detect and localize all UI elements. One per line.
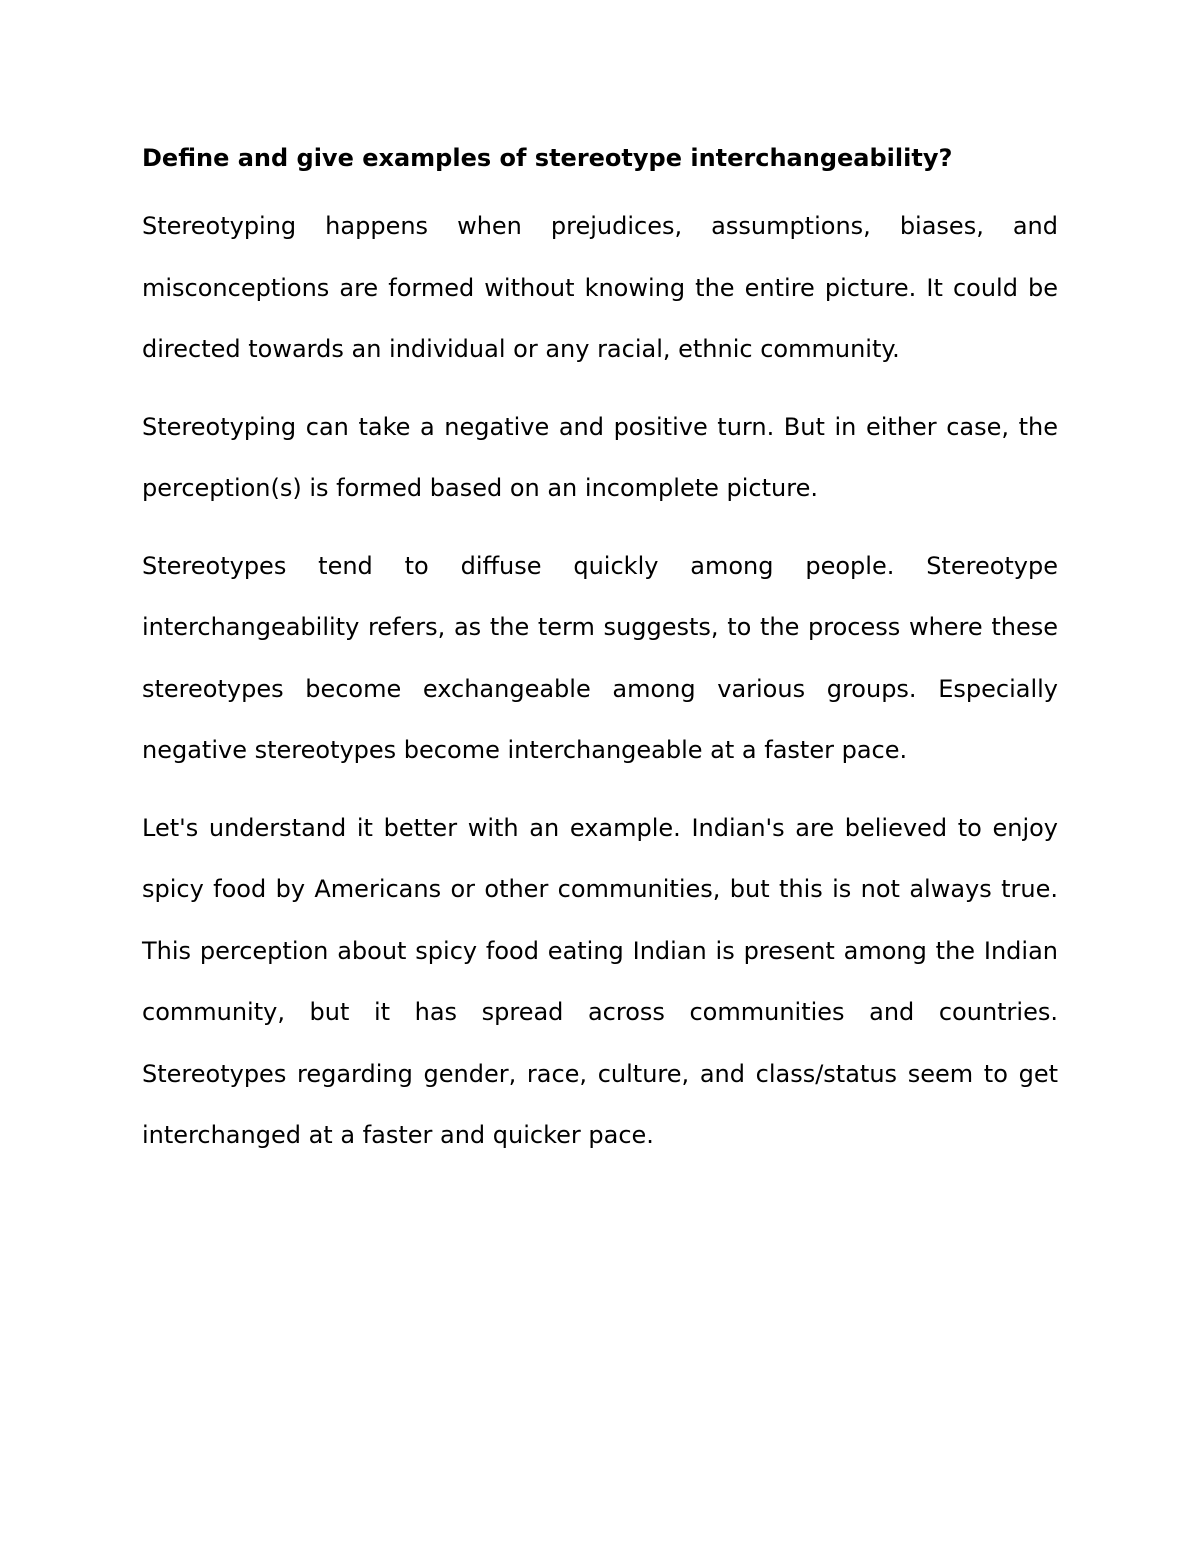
paragraph-interchangeability: Stereotypes tend to diffuse quickly among people. Stereotype interchangeability refers, as the term suggests, to the process where these stereotypes become exchangeable among various groups. Especially negative stereotypes become interchangeable at a faster pace.	[142, 551, 1058, 764]
paragraph-positive-negative: Stereotyping can take a negative and positive turn. But in either case, the perception(s) is formed based on an incomplete picture.	[142, 412, 1058, 502]
paragraph-definition: Stereotyping happens when prejudices, assumptions, biases, and misconceptions are formed without knowing the entire picture. It could be directed towards an individual or any racial, ethnic community.	[142, 212, 1058, 363]
paragraph-example: Let's understand it better with an example. Indian's are believed to enjoy spicy food by Americans or other communities, but this is not always true. This perception about spicy food eating Indian is present among the Indian community, but it has spread across communities and countries. Stereotypes regarding gender, race, culture, and class/status seem to get interchanged at a faster and quicker pace.	[142, 813, 1058, 1149]
document-body	[142, 139, 1058, 1167]
document-title: Define and give examples of stereotype interchangeability?	[142, 144, 953, 172]
